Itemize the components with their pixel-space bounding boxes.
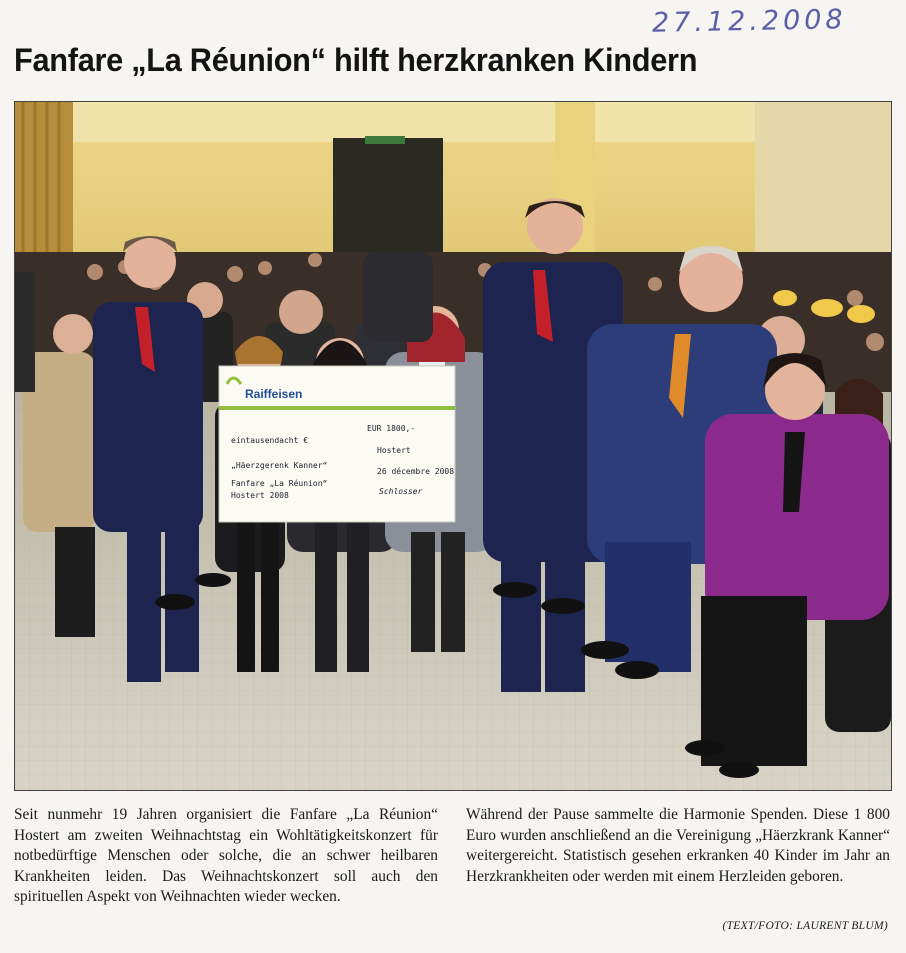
- handwritten-date: 27.12.2008: [651, 4, 847, 39]
- cheque-payer-line2: Hostert 2008: [231, 491, 289, 500]
- doorway: [333, 138, 443, 258]
- cheque-bank-logo: Raiffeisen: [245, 387, 303, 401]
- donation-cheque: [219, 366, 455, 522]
- exit-sign: [365, 136, 405, 144]
- group-photo: [14, 101, 892, 791]
- cheque-date: 26 décembre 2008: [377, 467, 455, 476]
- cheque-payer-line1: Fanfare „La Réunion“: [231, 479, 328, 488]
- headline: Fanfare „La Réunion“ hilft herzkranken Kindern: [14, 42, 698, 78]
- cheque-payee: „Häerzgerenk Kanner“: [231, 461, 328, 470]
- cheque-amount: EUR 1800,-: [367, 424, 416, 433]
- cheque-amount-words: eintausendacht €: [231, 436, 309, 445]
- cheque-place: Hostert: [377, 446, 411, 455]
- article-column-2: Während der Pause sammelte die Harmonie Spenden. Diese 1 800 Euro wurden anschließend an die Vereinigung „Häerzkrank Kanner“ weitergereicht. Statistisch gesehen erkranken 40 Kinder im Jahr an Herzkrankheiten oder werden mit einem Herzleiden geboren.: [466, 806, 890, 885]
- cheque-signature: Schlosser: [379, 487, 423, 496]
- article-column-1: Seit nunmehr 19 Jahren organisiert die Fanfare „La Réunion“ Hostert am zweiten Weihnachtstag ein Wohltätigkeitskonzert für notbedürftige Menschen oder solche, die an schwer heilbaren Krankheiten leiden. Das Weihnachtskonzert soll auch den spirituellen Aspekt von Weihnachten wieder wecken.: [14, 806, 438, 906]
- photo-credit: (TEXT/FOTO: LAURENT BLUM): [722, 920, 888, 932]
